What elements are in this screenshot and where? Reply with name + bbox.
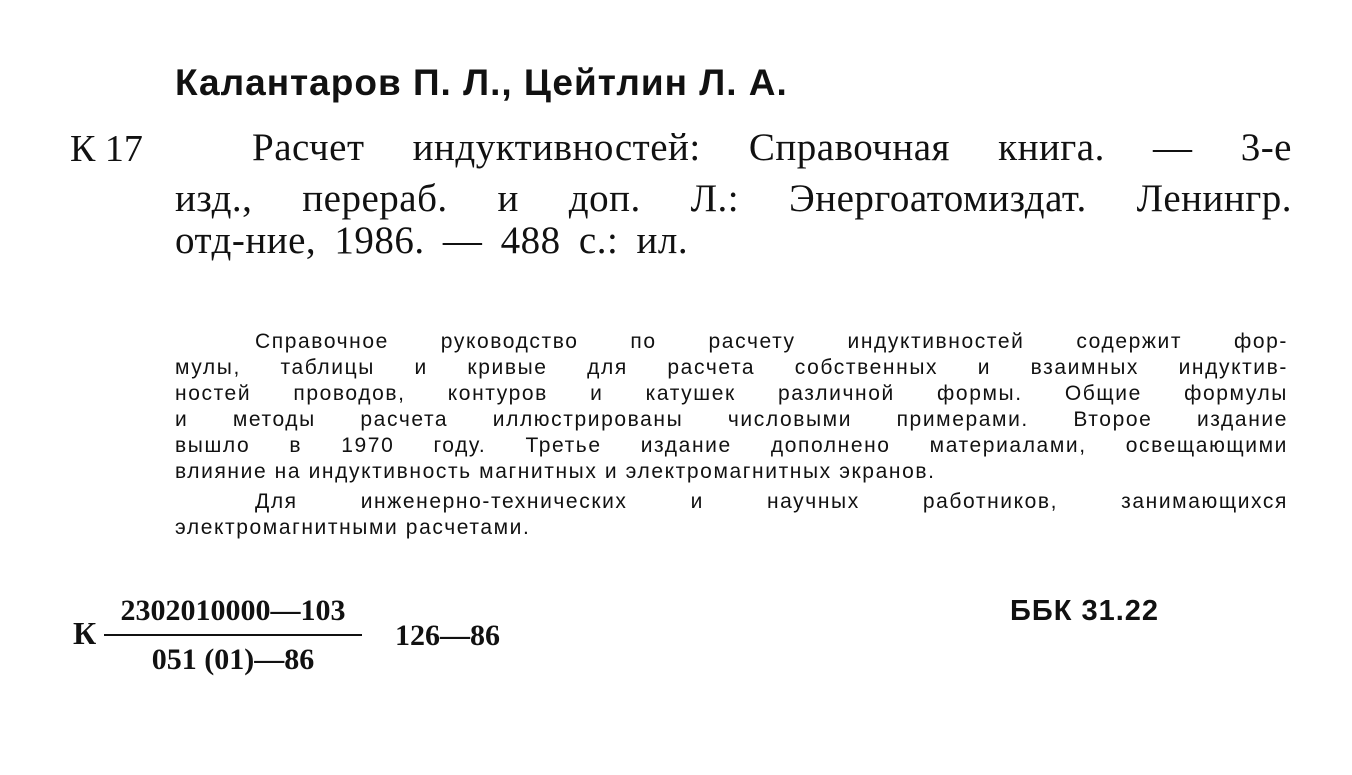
title-line-1: Расчет индуктивностей: Справочная книга. — 3-е <box>252 126 1292 169</box>
abstract-line: электромагнитными расчетами. <box>175 516 531 539</box>
series-number: 126—86 <box>395 619 500 652</box>
abstract-line: Справочное руководство по расчету индуктивностей содержит фор- <box>255 330 1288 353</box>
catalog-code: К 17 <box>70 128 143 170</box>
abstract-line: и методы расчета иллюстрированы числовыми примерами. Второе издание <box>175 408 1288 431</box>
authors-heading: Калантаров П. Л., Цейтлин Л. А. <box>175 62 788 103</box>
k-letter: К <box>73 615 97 651</box>
abstract-line: влияние на индуктивность магнитных и электромагнитных экранов. <box>175 460 936 483</box>
fraction-denominator: 051 (01)—86 <box>151 643 315 676</box>
title-line-3: отд-ние, 1986. — 488 с.: ил. <box>175 219 689 262</box>
abstract-line: ностей проводов, контуров и катушек различной формы. Общие формулы <box>175 382 1288 405</box>
fraction-bar <box>104 634 362 636</box>
abstract-line: мулы, таблицы и кривые для расчета собственных и взаимных индуктив- <box>175 356 1288 379</box>
title-line-2: изд., перераб. и доп. Л.: Энергоатомиздат. Ленингр. <box>175 177 1292 220</box>
abstract-line: вышло в 1970 году. Третье издание дополнено материалами, освещающими <box>175 434 1288 457</box>
abstract-line: Для инженерно-технических и научных работников, занимающихся <box>255 490 1288 513</box>
fraction-numerator: 2302010000—103 <box>120 594 346 627</box>
bbk-index: ББК 31.22 <box>1010 595 1160 627</box>
